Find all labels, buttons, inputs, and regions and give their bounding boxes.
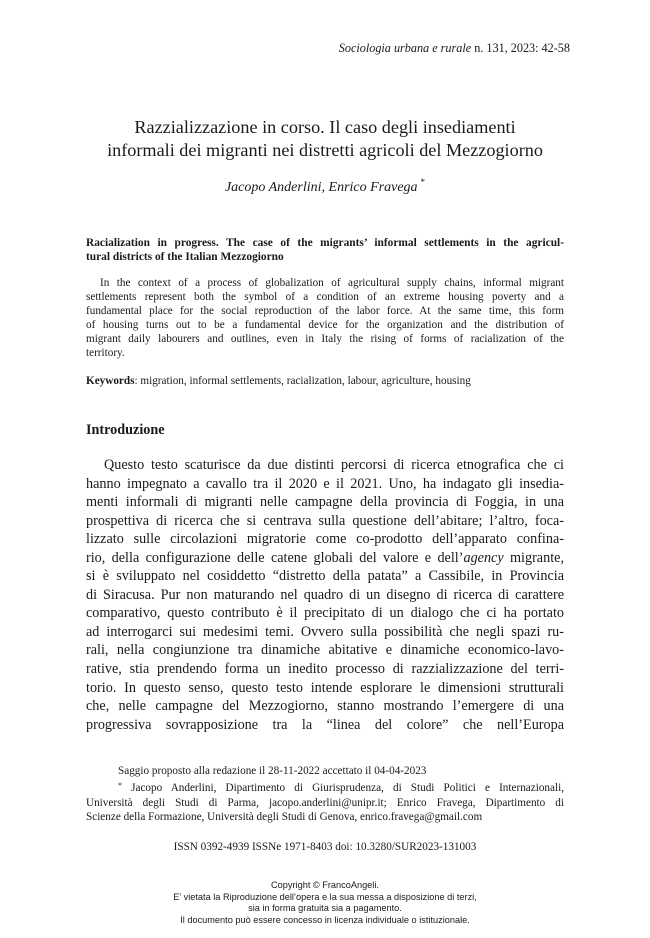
abstract-line: fundamental place for the social reproduction of the labor force. At the same time, this form [86,304,564,317]
author-names: Jacopo Anderlini, Enrico Fravega [224,180,418,195]
abstract-line: territory. [86,346,125,359]
abstract-line: of housing turns out to be a fundamental device for the organization and the distribution of [86,318,564,331]
footnote-line: Scienze della Formazione, Università degli Studi di Genova, enrico.fravega@gmail.com [86,811,483,823]
copyright-notice [60,880,590,926]
keywords [86,374,564,388]
body-line: rative, stia prendendo forma un inedito processo di razzializzazione del terri- [86,661,564,678]
copyright-line: E’ vietata la Riproduzione dell’opera e la sua messa a disposizione di terzi, [173,891,477,902]
body-line: che, nelle campagne del Mezzogiorno, stanno mostrando l’emergere di una [86,698,564,715]
abstract-line: migrant daily labourers and outlines, even in Italy the rising of forms of racialization of the [86,332,564,345]
issn-doi: ISSN 0392-4939 ISSNe 1971-8403 doi: 10.3280/SUR2023-131003 [173,841,477,853]
english-title-line: tural districts of the Italian Mezzogiorno [86,251,284,263]
body-line: hanno impegnato a cavallo tra il 2020 e il 2021. Uno, ha indagato gli insedia- [86,475,564,492]
body-line: torio. In questo senso, questo testo intende esplorare le dimensioni strutturali [86,679,564,696]
body-line: prospettiva di ricerca che si centrava sulla questione dell’abitare; l’altro, foca- [86,512,564,529]
footnote-text: Jacopo Anderlini, Dipartimento di Giurisprudenza, di Studi Politici e Internazionali, [122,782,564,794]
section-heading: Introduzione [86,422,165,438]
title-line: Razzializzazione in corso. Il caso degli insediamenti [134,117,516,137]
running-header [300,41,570,56]
title-line: informali dei migranti nei distretti agricoli del Mezzogiorno [107,140,543,160]
keywords-list: : migration, informal settlements, racialization, labour, agriculture, housing [134,375,471,387]
body-line: comparativo, questo contributo è il precipitato di un dialogo che ci ha portato [86,605,564,622]
affiliation-footnote [86,779,564,825]
journal-name: Sociologia urbana e rurale [338,41,472,55]
body-line: menti informali di migranti nelle campagne della provincia di Foggia, in una [86,494,564,511]
body-line: ad interrogarci sui medesimi temi. Ovvero sulla possibilità che negli spazi ru- [86,623,564,640]
author-footnote-mark: * [420,177,426,187]
body-line: lizzato sulle circolazioni migratorie come co-prodotto dell’apparato confina- [86,531,564,548]
body-line: progressiva sovrapposizione tra la “linea del colore” che nell’Europa [86,716,564,733]
abstract-line: settlements represent both the symbol of a condition of an extreme housing poverty and a [86,290,564,303]
body-text: rio, della configurazione delle catene globali del valore e dell’ [86,549,464,566]
body-line: si è sviluppato nel cosiddetto “distretto della patata” a Cassibile, in Provincia [86,568,564,585]
body-line: rali, nella congiunzione tra dinamiche abitative e dinamiche economico-lavo- [86,642,564,659]
keywords-label: Keywords [86,375,135,387]
body-line [86,549,564,568]
body-line: di Siracusa. Pur non maturando nel quadro di un disegno di ricerca di carattere [86,586,564,603]
copyright-line: sia in forma gratuita sia a pagamento. [248,903,402,914]
body-text: migrante, [503,549,564,566]
footnote-mark: * [118,781,122,790]
english-title-line: Racialization in progress. The case of the migrants’ informal settlements in the agricul- [86,237,564,249]
footnote-line: Università degli Studi di Parma, jacopo.anderlini@unipr.it; Enrico Fravega, Dipartimento di [86,796,564,809]
body-italic-word: agency [463,549,504,566]
abstract [86,277,564,360]
authors [60,177,590,196]
footnote-line [86,779,564,796]
article-title [60,116,590,162]
issue-info: n. 131, 2023: 42-58 [474,41,570,55]
copyright-line: Copyright © FrancoAngeli. [271,880,379,890]
body-line: Questo testo scaturisce da due distinti percorsi di ricerca etnografica che ci [104,457,564,473]
body-paragraph [86,456,564,734]
english-title [86,236,564,264]
submission-note: Saggio proposto alla redazione il 28-11-2022 accettato il 04-04-2023 [118,765,427,777]
copyright-line: Il documento può essere concesso in licenza individuale o istituzionale. [180,914,470,925]
abstract-line: In the context of a process of globalization of agricultural supply chains, informal migrant [100,277,564,289]
